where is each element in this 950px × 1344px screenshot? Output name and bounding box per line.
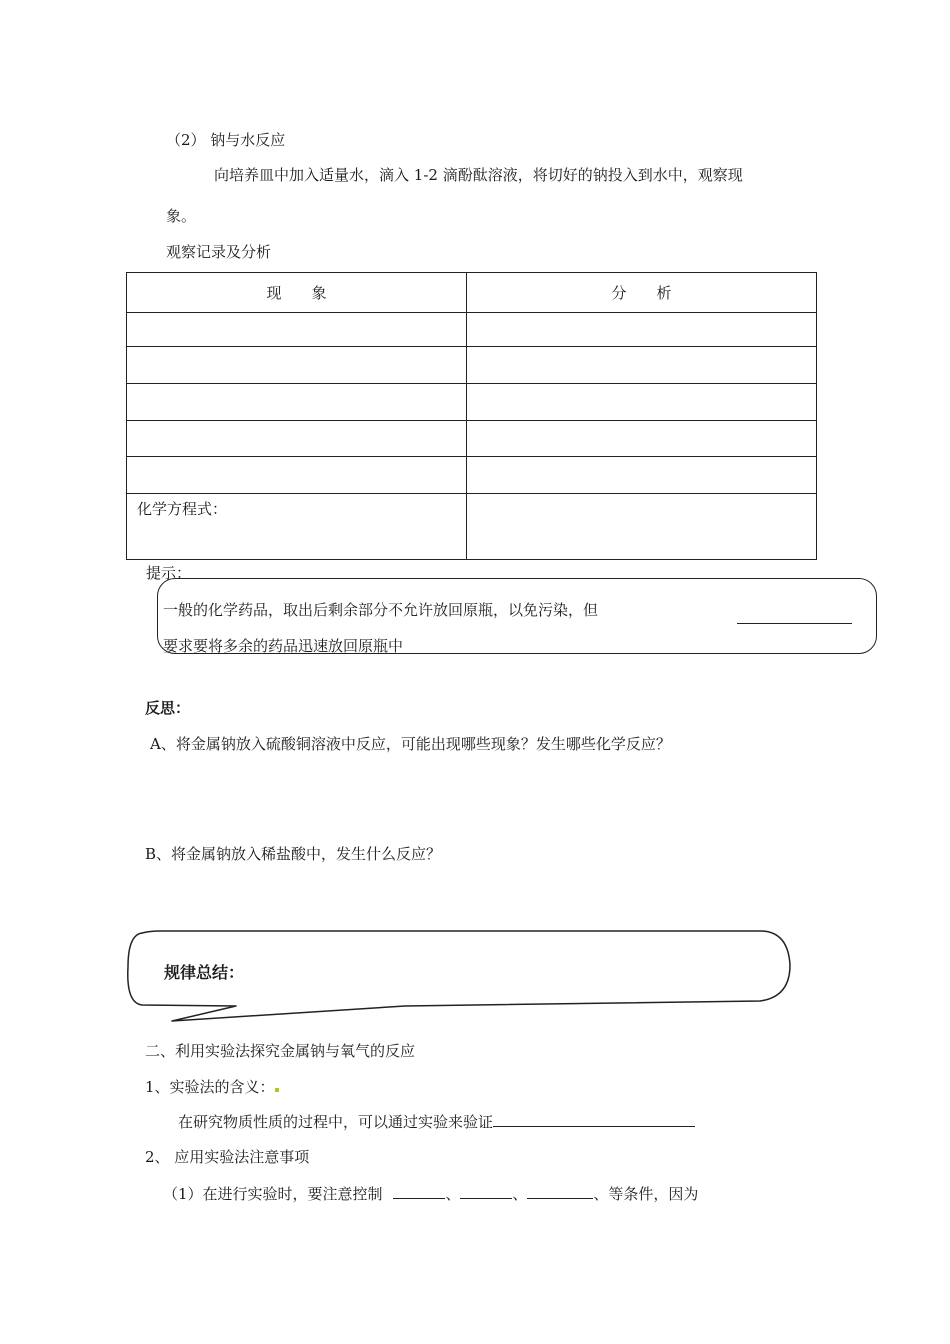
tip-line-1: 一般的化学药品，取出后剩余部分不允许放回原瓶，以免污染，但	[163, 601, 599, 619]
blank-condition-1[interactable]	[393, 1184, 445, 1199]
table-row	[127, 347, 817, 384]
table-cell[interactable]	[127, 457, 467, 494]
reflection-title: 反思：	[145, 699, 191, 717]
table-cell[interactable]	[467, 347, 817, 384]
record-title: 观察记录及分析	[166, 243, 272, 261]
table-cell[interactable]	[127, 347, 467, 384]
table-cell[interactable]	[467, 384, 817, 421]
item2-sub1-suffix: 、等条件，因为	[593, 1185, 699, 1203]
table-cell[interactable]	[467, 313, 817, 347]
part2-heading: 二、利用实验法探究金属钠与氧气的反应	[145, 1042, 416, 1060]
highlight-dot	[275, 1088, 279, 1092]
header-phenomenon: 现 象	[127, 273, 467, 313]
equation-cell[interactable]	[467, 494, 817, 560]
separator-2: 、	[512, 1185, 528, 1203]
table-row	[127, 421, 817, 457]
summary-title: 规律总结：	[164, 963, 245, 982]
table-cell[interactable]	[467, 421, 817, 457]
item2-sub1	[163, 1183, 698, 1204]
equation-label[interactable]: 化学方程式：	[127, 494, 467, 560]
separator-1: 、	[445, 1185, 461, 1203]
item1-body-text: 在研究物质性质的过程中，可以通过实验来验证	[178, 1113, 494, 1131]
blank-condition-3[interactable]	[527, 1184, 593, 1199]
section-heading: （2） 钠与水反应	[166, 131, 286, 149]
question-b: B、将金属钠放入稀盐酸中，发生什么反应？	[145, 845, 442, 863]
tip-label: 提示：	[146, 564, 192, 582]
observation-table	[126, 272, 817, 560]
blank-verify[interactable]	[493, 1112, 695, 1127]
table-cell[interactable]	[127, 313, 467, 347]
table-header-row	[127, 273, 817, 313]
table-row	[127, 384, 817, 421]
blank-condition-2[interactable]	[460, 1184, 512, 1199]
instruction-line-1: 向培养皿中加入适量水，滴入 1-2 滴酚酞溶液，将切好的钠投入到水中，观察现	[214, 166, 743, 184]
table-cell[interactable]	[127, 384, 467, 421]
equation-row	[127, 494, 817, 560]
instruction-line-2: 象。	[166, 207, 197, 225]
item1-title-text: 1、实验法的含义：	[145, 1078, 275, 1096]
question-a: A、将金属钠放入硫酸铜溶液中反应，可能出现哪些现象？发生哪些化学反应？	[150, 735, 671, 753]
item1-title	[145, 1076, 279, 1097]
table-row	[127, 457, 817, 494]
header-analysis: 分 析	[467, 273, 817, 313]
item2-sub1-prefix: （1）在进行实验时，要注意控制	[163, 1185, 383, 1203]
item1-body	[178, 1111, 695, 1132]
table-cell[interactable]	[127, 421, 467, 457]
tip-line-2: 要求要将多余的药品迅速放回原瓶中	[163, 637, 404, 655]
table-row	[127, 313, 817, 347]
item2-title: 2、 应用实验法注意事项	[145, 1148, 310, 1166]
tip-underline	[737, 623, 852, 624]
table-cell[interactable]	[467, 457, 817, 494]
